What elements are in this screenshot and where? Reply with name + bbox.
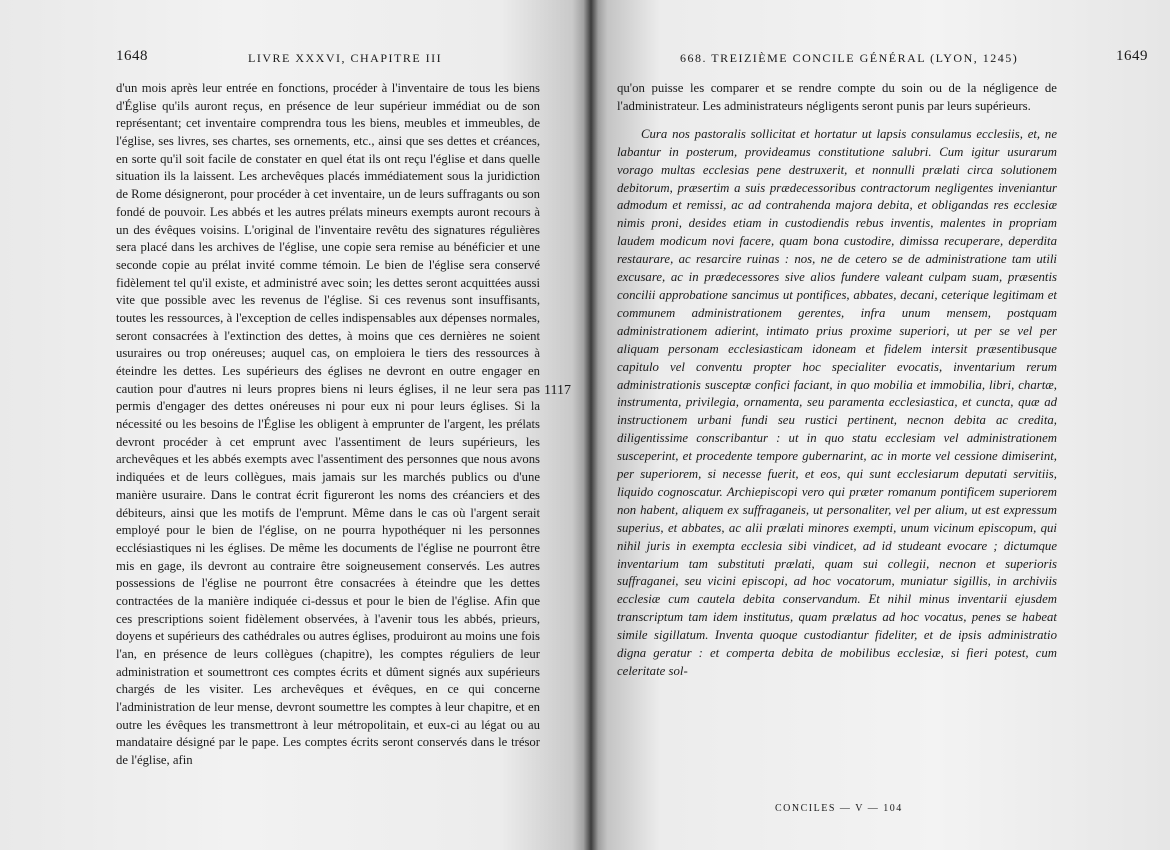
- french-paragraph: d'un mois après leur entrée en fonctions, procéder à l'inventaire de tous les biens d'Église qu'ils auront reçus, en présence de leur supérieur immédiat ou de son représentant; cet inventaire comprendra tous les biens, meubles et immeubles, de l'église, ses livres, ses chartes, ses ornements, etc., ainsi que ses dettes et créances, en sorte qu'il soit facile de constater en quel état ils ont reçu l'église et dans quelle situation ils la laissent. Les archevêques placés immédiatement sous la juridiction de Rome désigneront, pour procéder à cet inventaire, un de leurs suffragants ou son fondé de pouvoir. Les abbés et les autres prélats mineurs exempts auront recours à un des évêques voisins. L'original de l'inventaire revêtu des signatures régulières sera placé dans les archives de l'église, une copie sera remise au bénéficier et une seconde copie au prélat invité comme témoin. Le bien de l'église sera conservé fidèlement tel qu'il existe, et administré avec soin; les dettes seront acquittées aussi vite que possible avec les revenus de l'église. Si ces revenus sont insuffisants, toutes les ressources, à l'exception de celles indispensables aux dépenses normales, seront consacrées à l'extinction des dettes, à moins que ces dernières ne soient usuraires ou trop onéreuses; auquel cas, on emploiera le tiers des ressources à éteindre les dettes. Les supérieurs des églises ne devront en outre engager en caution pour d'autres ni leurs propres biens ni leurs églises, il ne leur sera pas permis d'engager des dettes onéreuses ni pour eux ni pour leurs églises. Si la nécessité ou les besoins de l'Église les obligent à emprunter de l'argent, les prélats devront procéder à cet emprunt avec l'assentiment de leurs supérieurs, les archevêques et les abbés exempts avec l'assentiment des personnes que nous avons indiquées et de leurs collègues, mais jamais sur les marchés publics ou d'une manière usuraire. Dans le contrat écrit figureront les noms des créanciers et des débiteurs, ainsi que les motifs de l'emprunt. Même dans le cas où l'argent serait employé pour le bien de l'église, on ne pourra hypothéquer ni les personnes ecclésiastiques ni les églises. De même les documents de l'église ne pourront être mis en gage, ils devront au contraire être soigneusement conservés. Les autres possessions de l'église ne pourront être consacrées à éteindre que les dettes contractées de la manière indiquée ci-dessus et pour le bien de l'église. Afin que ces prescriptions soient fidèlement observées, à l'avenir tous les abbés, prieurs, doyens et supérieurs des cathédrales ou autres églises, produiront au moins une fois l'an, en présence de leurs collègues (chapitre), les comptes réguliers de leur administration et soumettront ces comptes écrits et dûment signés aux supérieurs chargés de les visiter. Les archevêques et évêques, en ce qui concerne l'administration de leur mense, devront soumettre les comptes à leur chapitre, et en outre les évêques les transmettront à leur métropolitain, et eux-ci au légat ou au mandataire désigné par le pape. Les comptes écrits seront conservés dans le trésor de l'église, afin: [116, 81, 540, 768]
- right-page-body: [617, 80, 1057, 681]
- right-page-number: 1649: [1116, 48, 1148, 64]
- signature-footer: CONCILES — V — 104: [775, 803, 903, 814]
- left-page-number: 1648: [116, 48, 148, 64]
- left-page-body: [116, 80, 540, 770]
- left-page-header: [116, 48, 542, 65]
- latin-canon-text: Cura nos pastoralis sollicitat et hortatur ut lapsis consulamus ecclesiis, et, ne labantur in posterum, provideamus constitutione salubri. Cum igitur usurarum vorago multas ecclesias pene destruxerit, et nonnulli prælati circa solutionem debitorum, præsertim a suis prædecessoribus contractorum negligentes inveniantur admodum et remissi, ac ad contrahenda majora debita, et obligandas res ecclesiæ nimis proni, desides etiam in custodiendis rebus inventis, malentes in propriam laudem modicum novi facere, quam bona custodire, dimissa recuperare, deperdita restaurare, ac resarcire ruinas : nos, ne de cetero se de administratione tam utili excusare, ac in prædecessores sive alios fundere valeant culpam suam, præsentis concilii approbatione sancimus ut pontifices, abbates, decani, ceterique legitimam et communem administrationem gerentes, infra unum mensem, postquam administrationem adierint, intimato prius proxime superiori, ut per se vel per aliquam personam ecclesiasticam idoneam et fidelem intersit præsentibusque capitulo vel conventu propter hoc specialiter evocatis, inventarium rerum administrationis susceptæ confici faciant, in quo mobilia et immobilia, libri, chartæ, instrumenta, privilegia, ornamenta, seu paramenta ecclesiastica, et cuncta, quæ ad instructionem urbani fundi seu rustici pertinent, necnon debita ac credita, diligentissime conscribantur : ut in quo statu ecclesiam vel administrationem susceperint, et procedente tempore gubernarint, ac in morte vel cessione dimiserint, per superiorem, si necesse fuerit, et eos, qui sunt ecclesiarum deputati servitiis, liquido cognoscatur. Archiepiscopi vero qui præter romanum pontificem superiorem non habent, aliquem ex suffraganeis, ut personaliter, vel per alium, ut est expressum superius, et abbates, ac alii prælati minores exempti, unum vicinum episcopum, qui nihil juris in exempta ecclesia sibi vindicet, ad id studeant evocare ; dictumque inventarium tam substituti prælati, quam sui collegii, necnon et superioris suffraganei, seu vicini episcopi, ad hoc vocatorum, muniatur sigillis, in archiviis ecclesiæ cum cautela debita conservandum. Et nihil minus inventarii ejusdem transcriptum tam idem institutus, quam prælatus ad hoc vocatus, penes se habeat simile sigillatum. Inventa quoque custodiantur fideliter, et de ipsis administratio digna geratur : et comperta debita de mobilibus ecclesiæ, si fieri potest, cum celeritate sol-: [617, 126, 1057, 678]
- left-running-head: LIVRE XXXVI, CHAPITRE III: [248, 51, 443, 65]
- french-paragraph-continued: qu'on puisse les comparer et se rendre compte du soin ou de la négligence de l'administrateur. Les administrateurs négligents seront punis par leurs supérieurs.: [617, 81, 1057, 113]
- margin-column-number: 1117: [544, 383, 571, 398]
- book-gutter: [584, 0, 598, 850]
- right-running-head: 668. TREIZIÈME CONCILE GÉNÉRAL (LYON, 1245): [680, 51, 1019, 65]
